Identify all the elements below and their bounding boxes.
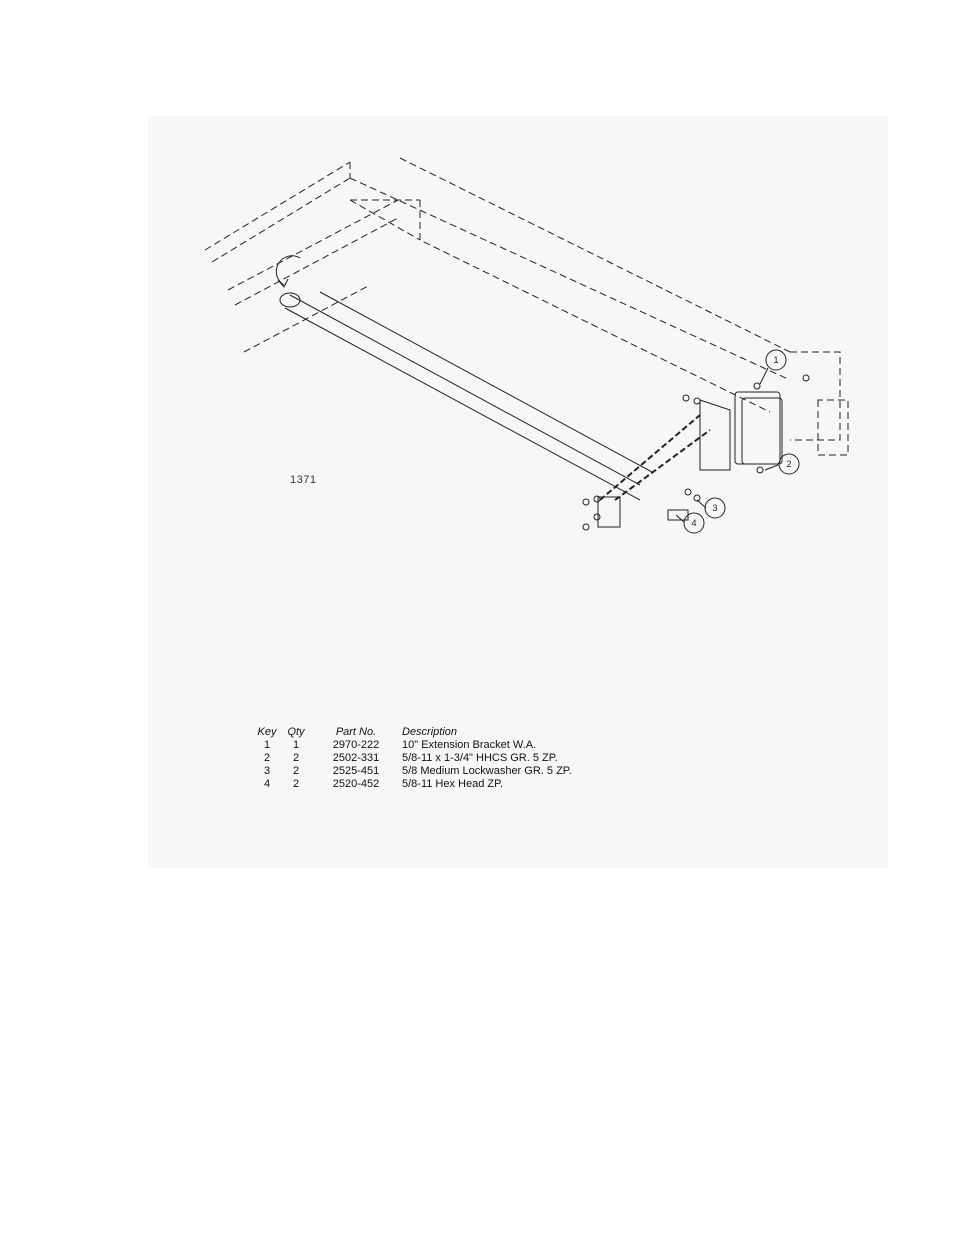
cell-key: 4 [263,778,271,790]
cell-qty: 2 [292,778,300,790]
callout-4: 4 [691,518,697,528]
cell-key: 2 [263,752,271,764]
cell-part-no: 2970-222 [332,739,380,751]
cell-qty: 2 [292,765,300,777]
cell-part-no: 2525-451 [332,765,380,777]
cell-qty: 1 [292,739,300,751]
cell-part-no: 2502-331 [332,752,380,764]
parts-table [252,726,642,791]
table-row [252,739,642,752]
header-description: Description [402,726,458,738]
cell-description: 5/8-11 x 1-3/4" HHCS GR. 5 ZP. [402,752,558,764]
cell-key: 1 [263,739,271,751]
figure-number: 1371 [290,474,317,486]
cell-description: 5/8-11 Hex Head ZP. [402,778,504,790]
header-key: Key [257,726,277,738]
cell-description: 10" Extension Bracket W.A. [402,739,537,751]
callout-2: 2 [786,459,792,469]
header-qty: Qty [287,726,305,738]
callout-3: 3 [712,503,718,513]
cell-key: 3 [263,765,271,777]
header-part-no: Part No. [335,726,377,738]
callout-1: 1 [773,355,779,365]
cell-part-no: 2520-452 [332,778,380,790]
cell-description: 5/8 Medium Lockwasher GR. 5 ZP. [402,765,572,777]
table-header-row [252,726,642,739]
table-row [252,778,642,791]
table-row [252,765,642,778]
table-row [252,752,642,765]
cell-qty: 2 [292,752,300,764]
